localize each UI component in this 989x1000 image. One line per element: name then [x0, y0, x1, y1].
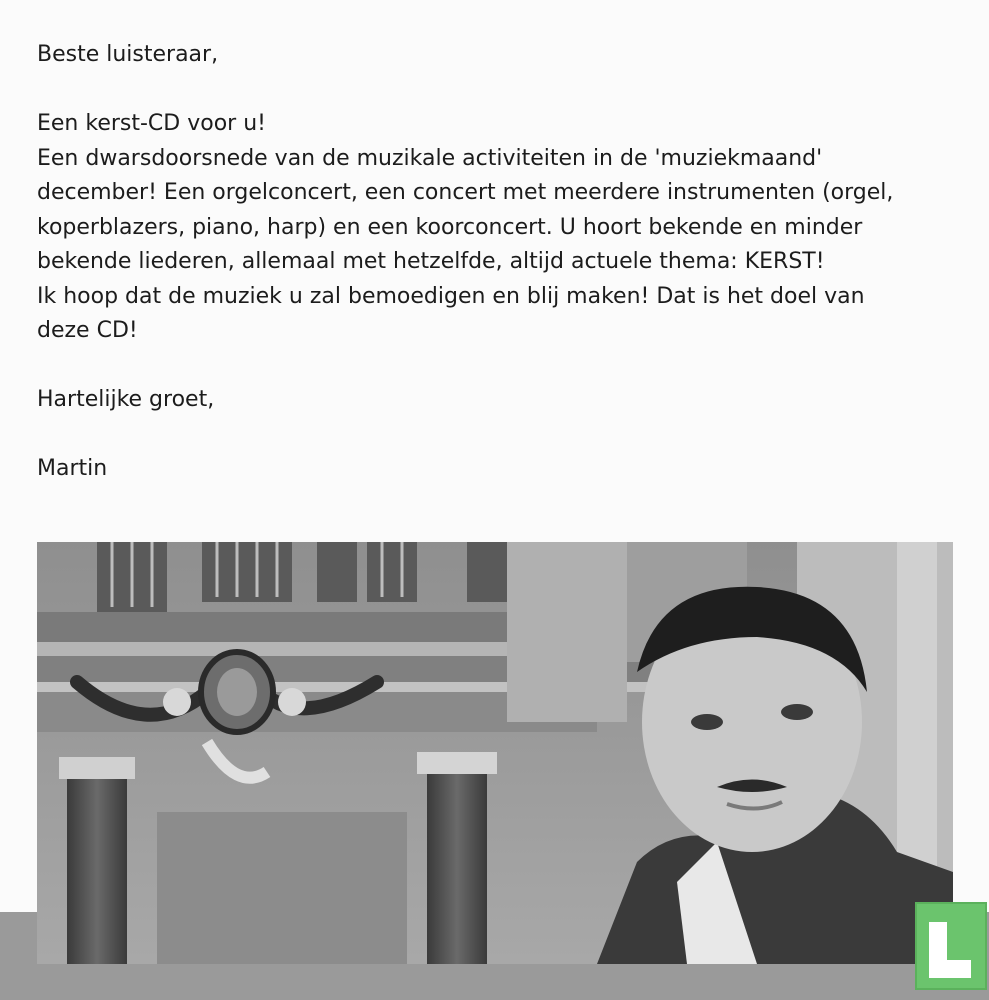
photo-illustration [37, 542, 953, 964]
signature: Martin [37, 456, 108, 481]
paragraph-line: Ik hoop dat de muziek u zal bemoedigen en blij maken! Dat is het doel van [37, 283, 865, 309]
lastdodo-l-icon [915, 902, 987, 990]
portrait-photo [37, 542, 953, 964]
paragraph-line: december! Een orgelconcert, een concert met meerdere instrumenten (orgel, [37, 180, 894, 205]
greeting: Beste luisteraar, [37, 42, 219, 67]
paragraph-line: deze CD! [37, 318, 138, 343]
paragraph-line: koperblazers, piano, harp) en een koorconcert. U hoort bekende en minder [37, 214, 863, 240]
letter-text [37, 38, 967, 487]
paragraph-line: Een dwarsdoorsnede van de muzikale activiteiten in de 'muziekmaand' [37, 145, 823, 171]
paragraph-line: Een kerst-CD voor u! [37, 111, 266, 136]
closing: Hartelijke groet, [37, 387, 215, 412]
paragraph-line: bekende liederen, allemaal met hetzelfde, altijd actuele thema: KERST! [37, 249, 825, 274]
